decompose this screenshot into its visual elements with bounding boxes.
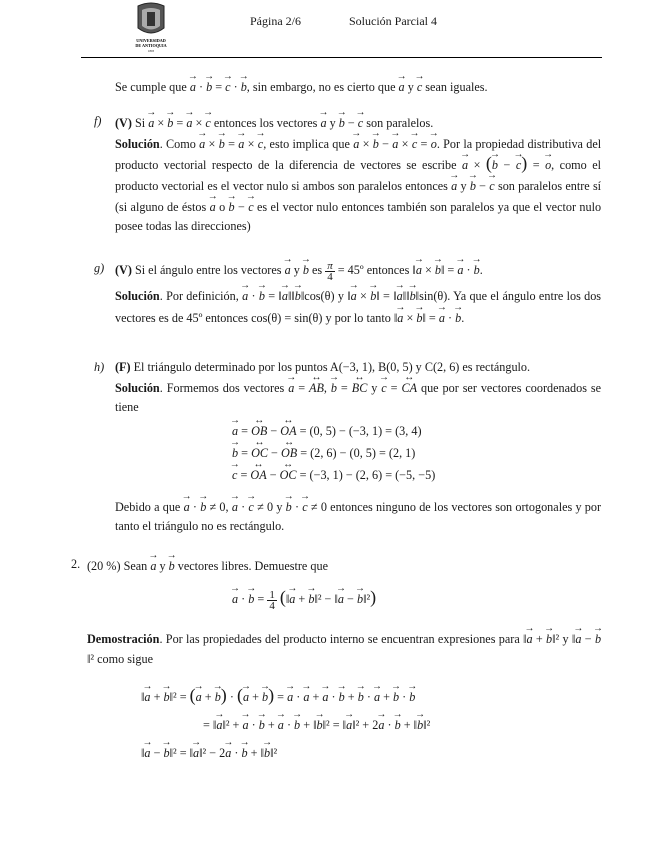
item-f-text-end: son paralelos. <box>366 116 434 130</box>
item-g-statement: (V) Si el ángulo entre los vectores → a y → b es $\frac{\pi}{4}$ = 45º entonces ‖→ a × → b‖ = → a · → b. <box>115 259 483 282</box>
proof-end: como sigue <box>97 652 153 666</box>
item-g-solution: Solución. Por definición, → a · → b = ‖→ a‖‖→ b‖cos(θ) y ‖→ a × → b‖ = ‖→ a‖‖→ b‖sin(θ). Ya que el ángulo entre los dos vectores es de 45º entonces cos(θ) = sin(θ) y por lo tanto ‖→ a × → b‖ = → a · → b. <box>115 285 601 329</box>
problem-2-text-end: vectores libres. Demuestre que <box>177 559 328 573</box>
document-title: Solución Parcial 4 <box>349 14 437 28</box>
item-f-and: y <box>329 116 336 130</box>
item-g-angle: = 45º entonces <box>337 263 410 277</box>
item-f-verdict: (V) <box>115 116 132 130</box>
item-g-and: y <box>293 263 300 277</box>
header-rule <box>81 57 602 58</box>
item-f-text: Si <box>134 116 146 130</box>
problem-2-weight: (20 %) <box>87 559 121 573</box>
equation-a: → a = ↔ OB − ↔ OA = (0, 5) − (−3, 1) = (3, 4) <box>232 420 422 440</box>
item-h-conclusion-end: ≠ 0 entonces ninguno de los vectores son ortogonales y por tanto el triángulo no es rectángulo. <box>115 500 602 533</box>
item-h-s1: . Formemos dos vectores <box>159 381 285 395</box>
item-f-s8: es el vector nulo entonces también son paralelos ya que el vector nulo posee todas las direcciones) <box>115 200 602 233</box>
university-logo-icon <box>126 2 176 54</box>
item-g-text: Si el ángulo entre los vectores <box>134 263 282 277</box>
item-h-conclusion: Debido a que → a · → b ≠ 0, → a · → c ≠ 0 y → b · → c ≠ 0 entonces ninguno de los vectores son ortogonales y por tanto el triángulo no es rectángulo. <box>115 496 601 536</box>
problem-2-and: y <box>159 559 166 573</box>
intro-text-mid: , sin embargo, no es cierto que <box>246 80 396 94</box>
item-g-es: es <box>312 263 323 277</box>
item-h-conclusion-mid1: ≠ 0, <box>209 500 229 514</box>
svg-text:DE ANTIOQUIA: DE ANTIOQUIA <box>135 43 167 48</box>
proof-label: Demostración <box>87 632 160 646</box>
item-f-text-mid: entonces los vectores <box>213 116 318 130</box>
item-h-solution: Solución. Formemos dos vectores → a = ↔ AB, → b = ↔ BC y → c = ↔ CA que por ser vectores coordenados se tiene <box>115 377 601 417</box>
item-f-s4: , como el producto vectorial es el vector nulo si ambos son paralelos entonces <box>115 158 602 193</box>
equation-b: → b = ↔ OC − ↔ OB = (2, 6) − (0, 5) = (2, 1) <box>232 442 415 462</box>
item-f-s7: o <box>219 200 226 214</box>
item-g-s1: . Por definición, <box>159 289 239 303</box>
proof-text: . Por las propiedades del producto interno se encuentran expresiones para <box>159 632 520 646</box>
expansion-line-3: ‖→ a − → b‖² = ‖→ a‖² − 2→ a · → b + ‖→ b‖² <box>141 742 277 762</box>
item-h-verdict: (F) <box>115 360 131 374</box>
identity-equation: → a · → b = $\frac{1}{4}$ (‖→ a + → b‖² − ‖→ a − → b‖²) <box>232 588 376 611</box>
item-h-conclusion-start: Debido a que <box>115 500 181 514</box>
item-g-s2: y <box>337 289 344 303</box>
item-f-solution-label: Solución <box>115 137 160 151</box>
proof-and: y <box>562 632 569 646</box>
equation-c-value: = (−3, 1) − (2, 6) = (−5, −5) <box>299 468 436 482</box>
intro-and: y <box>407 80 414 94</box>
item-g-solution-label: Solución <box>115 289 160 303</box>
item-f-solution: Solución. Como → a × → b = → a × → c, esto implica que → a × → b − → a × → c = → o. Por la propiedad distributiva del producto vectorial respecto de la diferencia de vectores se escribe → a × (→ b − → c) = → o, como el producto vectorial es el vector nulo si ambos son paralelos entonces → a y → b − → c son paralelos entre sí (si alguno de éstos → a o → b − → c es el vector nulo entonces también son paralelos ya que el vector nulo posee todas las direcciones) <box>115 133 601 236</box>
item-g-verdict: (V) <box>115 263 132 277</box>
item-f-s3: . Por la propiedad distributiva del producto vectorial respecto de la diferencia de vectores se escribe <box>115 137 602 172</box>
svg-text:1803: 1803 <box>148 49 154 53</box>
item-f-label: f) <box>94 114 102 128</box>
item-h-text: El triángulo determinado por los puntos A(−3, 1), B(0, 5) y C(2, 6) es rectángulo. <box>133 360 531 374</box>
intro-line: Se cumple que → a · → b = → c · → b, sin embargo, no es cierto que → a y → c sean iguales. <box>115 76 488 96</box>
problem-2-number: 2. <box>71 557 81 571</box>
item-f-s5: y <box>460 179 467 193</box>
item-h-conclusion-mid2: ≠ 0 y <box>257 500 283 514</box>
expansion-line-1: ‖→ a + → b‖² = (→ a + → b) · (→ a + → b) = → a · → a + → a · → b + → b · → a + → b · → b <box>141 686 415 706</box>
equation-b-value: = (2, 6) − (0, 5) = (2, 1) <box>300 446 416 460</box>
problem-2-text: Sean <box>123 559 148 573</box>
item-f-s1: . Como <box>159 137 196 151</box>
svg-text:UNIVERSIDAD: UNIVERSIDAD <box>136 38 166 43</box>
proof-intro: Demostración. Por las propiedades del producto interno se encuentran expresiones para ‖→ a + → b‖² y ‖→ a − → b‖² como sigue <box>87 628 601 669</box>
item-g-label: g) <box>94 261 105 275</box>
expansion-line-2: = ‖→ a‖² + → a · → b + → a · → b + ‖→ b‖² = ‖→ a‖² + 2→ a · → b + ‖→ b‖² <box>203 714 430 734</box>
item-h-s2: que por ser vectores coordenados se tiene <box>115 381 602 414</box>
item-g-s3: . Ya que el ángulo entre los dos vectores es de 45º entonces cos(θ) = sin(θ) y por lo tanto <box>115 289 602 325</box>
item-h-statement <box>115 358 530 376</box>
page-number: Página 2/6 <box>250 14 301 28</box>
equation-c: → c = ↔ OA − ↔ OC = (−3, 1) − (2, 6) = (−5, −5) <box>232 464 435 484</box>
item-f-s6: son paralelos entre sí (si alguno de éstos <box>115 179 602 214</box>
intro-text-end: sean iguales. <box>425 80 488 94</box>
problem-2-statement: (20 %) Sean → a y → b vectores libres. Demuestre que <box>87 555 328 575</box>
item-f-s2: , esto implica que <box>263 137 350 151</box>
page-header <box>0 0 655 60</box>
item-h-label: h) <box>94 360 105 374</box>
equation-a-value: = (0, 5) − (−3, 1) = (3, 4) <box>299 424 422 438</box>
item-f-statement: (V) Si → a × → b = → a × → c entonces los vectores → a y → b − → c son paralelos. <box>115 112 433 132</box>
item-h-solution-label: Solución <box>115 381 160 395</box>
intro-text: Se cumple que <box>115 80 187 94</box>
